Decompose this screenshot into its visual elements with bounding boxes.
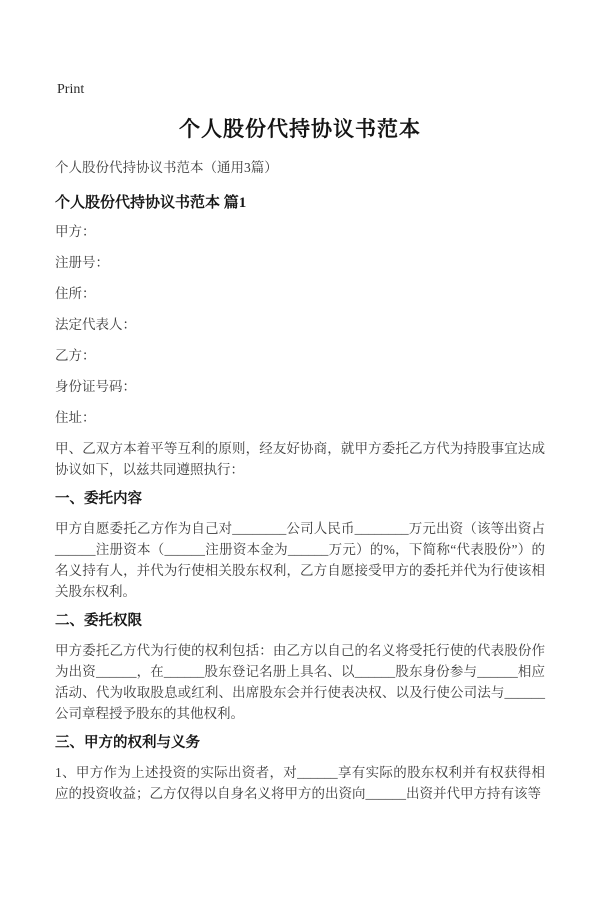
field-legal-representative: 法定代表人： xyxy=(55,317,136,332)
preamble-paragraph: 甲、乙双方本着平等互利的原则，经友好协商，就甲方委托乙方代为持股事宜达成协议如下，以兹共同遵照执行： xyxy=(55,441,545,477)
section-3-heading: 三、甲方的权利与义务 xyxy=(55,735,200,751)
section-1-heading: 一、委托内容 xyxy=(55,491,142,507)
field-address: 住址： xyxy=(55,410,96,425)
section-3-paragraph: 1、甲方作为上述投资的实际出资者，对______享有实际的股东权利并有权获得相应的投资收益；乙方仅得以自身名义将甲方的出资向______出资并代甲方持有该等 xyxy=(55,765,545,801)
field-residence: 住所： xyxy=(55,286,96,301)
field-party-b: 乙方： xyxy=(55,348,96,363)
section-1-paragraph: 甲方自愿委托乙方作为自己对________公司人民币________万元出资（该等出资占______注册资本（______注册资本金为______万元）的%，下简称“代表股份”）的名义持有人，并代为行使相关股东权利，乙方自愿接受甲方的委托并代为行使该相关股东权利。 xyxy=(55,521,545,599)
field-party-a: 甲方： xyxy=(55,224,96,239)
field-registration-number: 注册号： xyxy=(55,255,109,270)
part-1-title: 个人股份代持协议书范本 篇1 xyxy=(55,195,247,211)
document-subtitle: 个人股份代持协议书范本（通用3篇） xyxy=(55,160,278,175)
section-2-paragraph: 甲方委托乙方代为行使的权利包括：由乙方以自己的名义将受托行使的代表股份作为出资______，在______股东登记名册上具名、以______股东身份参与______相应活动、代为收取股息或红利、出席股东会并行使表决权、以及行使公司法与______公司章程授予股东的其他权利。 xyxy=(55,643,545,721)
page-title: 个人股份代持协议书范本 xyxy=(179,117,421,141)
section-2-heading: 二、委托权限 xyxy=(55,613,142,629)
print-button[interactable]: Print xyxy=(57,82,85,97)
field-id-number: 身份证号码： xyxy=(55,379,136,394)
